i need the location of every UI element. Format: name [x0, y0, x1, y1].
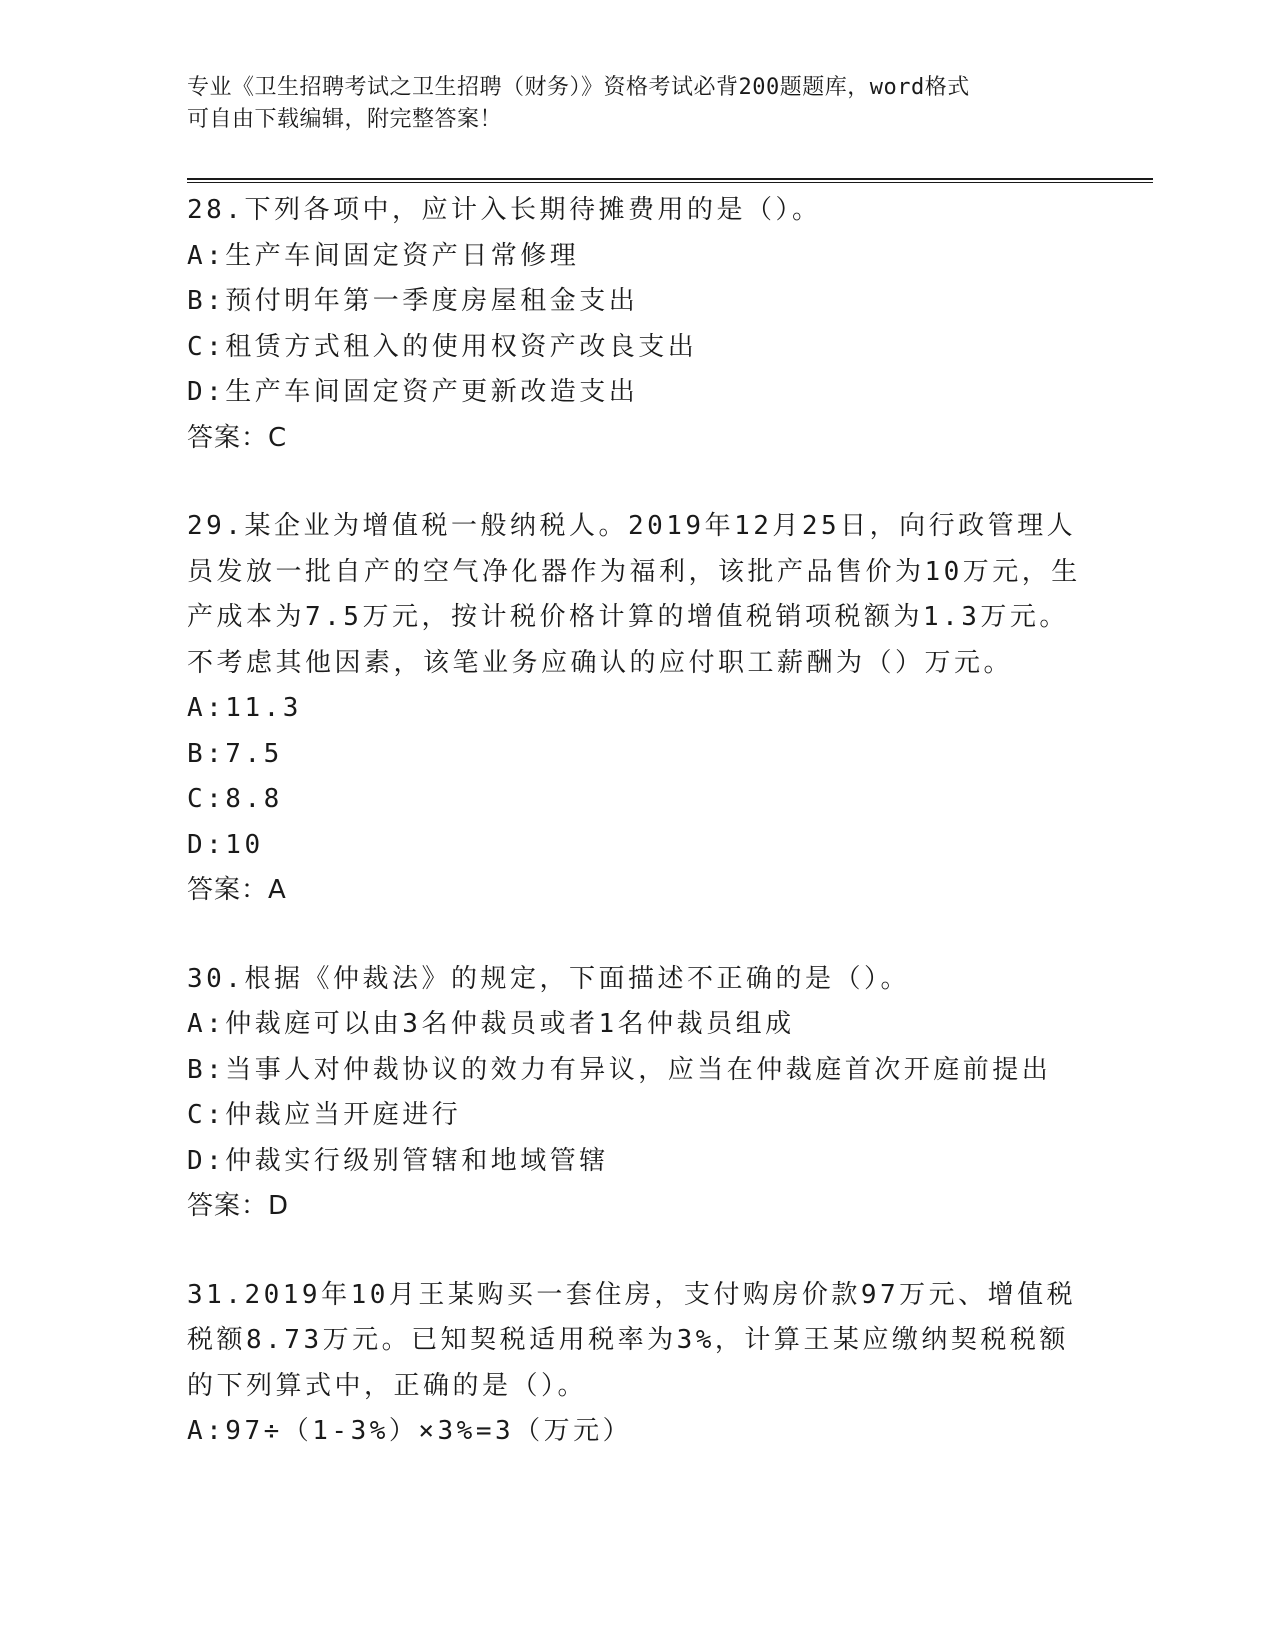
question-stem: 30.根据《仲裁法》的规定，下面描述不正确的是（）。: [187, 963, 910, 994]
question-29: [187, 504, 1087, 914]
option-d: D:仲裁实行级别管辖和地域管辖: [187, 1145, 609, 1176]
question-list: [187, 188, 1087, 1455]
header-line-2: 可自由下载编辑，附完整答案！: [187, 107, 503, 132]
option-a: A:11.3: [187, 693, 302, 723]
answer-line: 答案：A: [187, 875, 287, 905]
option-d: D:生产车间固定资产更新改造支出: [187, 377, 639, 407]
option-b: B:预付明年第一季度房屋租金支出: [187, 286, 639, 316]
question-28: [187, 188, 1087, 461]
answer-line: 答案：D: [187, 1191, 290, 1221]
option-b: B:7.5: [187, 738, 283, 769]
answer-line: 答案：C: [187, 422, 288, 453]
option-c: C:仲裁应当开庭进行: [187, 1100, 462, 1130]
header-line-1: 专业《卫生招聘考试之卫生招聘（财务）》资格考试必背200题题库，word格式: [187, 75, 970, 100]
document-header: [187, 72, 1087, 136]
option-c: C:8.8: [187, 784, 283, 814]
option-b: B:当事人对仲裁协议的效力有异议，应当在仲裁庭首次开庭前提出: [187, 1054, 1052, 1085]
option-a: A:仲裁庭可以由3名仲裁员或者1名仲裁员组成: [187, 1009, 795, 1039]
option-a: A:97÷（1-3%）×3%=3（万元）: [187, 1416, 633, 1446]
header-divider: [187, 178, 1153, 183]
option-a: A:生产车间固定资产日常修理: [187, 240, 580, 271]
option-c: C:租赁方式租入的使用权资产改良支出: [187, 331, 698, 362]
option-d: D:10: [187, 829, 264, 860]
question-30: [187, 957, 1087, 1230]
question-stem: 31.2019年10月王某购买一套住房，支付购房价款97万元、增值税税额8.73万元。已知契税适用税率为3%，计算王某应缴纳契税税额的下列算式中，正确的是（）。: [187, 1279, 1077, 1401]
question-31: [187, 1273, 1087, 1455]
question-stem: 28.下列各项中，应计入长期待摊费用的是（）。: [187, 195, 822, 225]
question-stem: 29.某企业为增值税一般纳税人。2019年12月25日，向行政管理人员发放一批自产的空气净化器作为福利，该批产品售价为10万元，生产成本为7.5万元，按计税价格计算的增值税销项税额为1.3万元。不考虑其他因素，该笔业务应确认的应付职工薪酬为（）万元。: [187, 511, 1081, 678]
